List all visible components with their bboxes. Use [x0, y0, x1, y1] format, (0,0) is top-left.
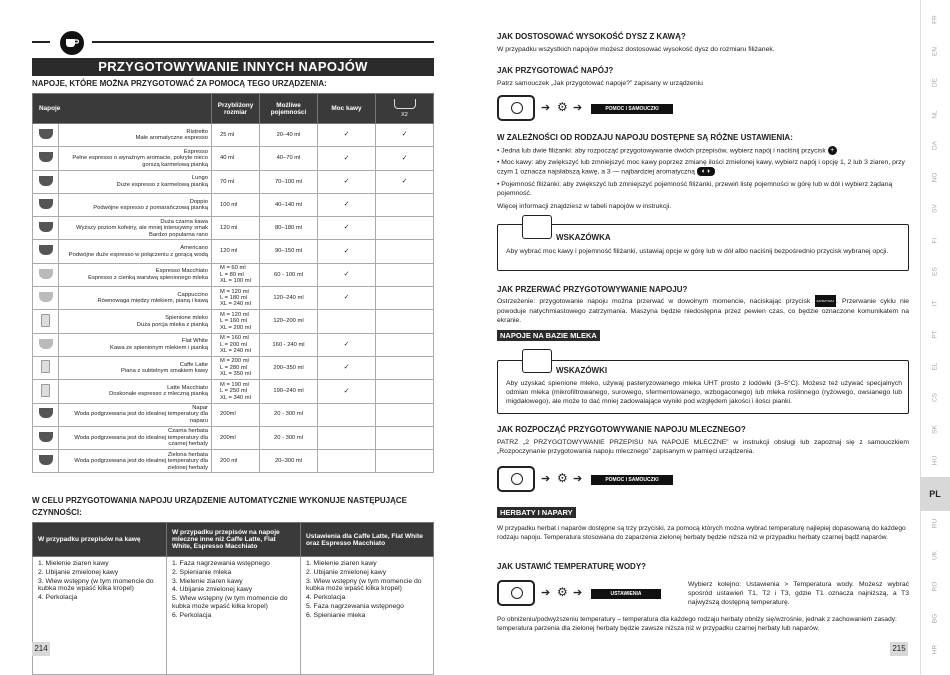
drink-icon — [33, 426, 59, 449]
drink-range: 200–350 ml — [260, 356, 318, 379]
language-tab[interactable]: DE — [931, 77, 939, 88]
step-item: 1. Mielenie ziaren kawy — [38, 560, 109, 567]
step-item: 4. Perkolacja — [38, 594, 78, 602]
header-strength: Moc kawy — [318, 94, 376, 124]
step-item: 5. Faza nagrzewania wstępnego — [306, 603, 404, 611]
drink-range: 40–70 ml — [260, 147, 318, 170]
page-title: PRZYGOTOWYWANIE INNYCH NAPOJÓW — [32, 58, 434, 76]
speech-bubble-icon — [522, 215, 552, 239]
drink-quantity: 25 ml — [212, 124, 260, 147]
drink-quantity: 40 ml — [212, 147, 260, 170]
language-tab[interactable]: EN — [931, 46, 939, 56]
table-row — [33, 333, 434, 356]
table-row — [33, 147, 434, 170]
step-item: 3. Wlew wstępny (w tym momencie do kubka może wpaść kilka kropel) — [306, 577, 422, 593]
bullet-cups: • Jedna lub dwie filiżanki: aby rozpocząć przygotowywanie dwóch przepisów, wybierz napój i naciśnij przycisk + — [497, 146, 907, 155]
drink-icon — [33, 403, 59, 426]
drink-icon — [33, 310, 59, 333]
heading-adjust: JAK DOSTOSOWAĆ WYSOKOŚĆ DYSZ Z KAWĄ? — [497, 32, 686, 41]
language-tab[interactable]: FR — [931, 15, 939, 24]
drink-description: Americano Podwójne duże espresso w połączeniu z gorącą wodą — [59, 240, 212, 263]
speech-bubble-icon — [522, 349, 552, 373]
drink-icon — [33, 380, 59, 403]
steps-col-milk — [167, 557, 301, 675]
tips-box — [497, 360, 909, 414]
tea-section-bar: HERBATY I NAPARY — [497, 507, 576, 518]
drink-description: Napar Woda podgrzewana jest do idealnej temperatury dla naparu — [59, 403, 212, 426]
step-item: 3. Mielenie ziaren kawy — [172, 577, 243, 585]
steps-heading: W CELU PRZYGOTOWANIA NAPOJU URZĄDZENIE AUTOMATYCZNIE WYKONUJE NASTĘPUJĄCE CZYNNOŚCI: — [32, 496, 407, 517]
check-x2: ✓ — [376, 124, 434, 147]
check-strength — [318, 310, 376, 333]
drink-description: Doppio Podwójne espresso z pomarańczową pianką — [59, 193, 212, 216]
table-row — [33, 356, 434, 379]
table-row — [33, 450, 434, 473]
header-size: Możliwe pojemności — [260, 94, 318, 124]
steps-col-coffee — [33, 557, 167, 675]
tips-title: WSKAZÓWKI — [556, 366, 608, 375]
page-number-right: 215 — [890, 642, 908, 656]
step-item: 1. Mielenie ziaren kawy — [306, 560, 377, 567]
step-item: 6. Perkolacja — [172, 611, 212, 619]
settings-path-diagram — [497, 580, 697, 606]
check-x2 — [376, 333, 434, 356]
steps-header-latte: Ustawienia dla Caffe Latte, Flat White oraz Espresso Macchiato — [301, 523, 434, 557]
x2-label: X2 — [401, 112, 408, 118]
header-x2 — [376, 94, 434, 124]
steps-header-coffee: W przypadku przepisów na kawę — [33, 523, 167, 557]
drink-icon — [33, 287, 59, 310]
drink-description: Czarna herbata Woda podgrzewana jest do idealnej temperatury dla czarnej herbaty — [59, 426, 212, 449]
step-item: 6. Spienianie mleka — [306, 611, 366, 619]
drink-icon — [33, 124, 59, 147]
check-x2 — [376, 217, 434, 240]
help-path-diagram — [497, 95, 697, 121]
drink-quantity: 200 ml — [212, 450, 260, 473]
drink-range: 160 - 240 ml — [260, 333, 318, 356]
beans-icon: ◐◑ — [697, 167, 715, 176]
step-item: 2. Ubijanie zmielonej kawy — [306, 568, 387, 576]
check-x2 — [376, 426, 434, 449]
header-rule-right — [92, 41, 434, 43]
drink-quantity: M = 190 ml L = 250 ml XL = 340 ml — [212, 380, 260, 403]
drink-icon — [33, 333, 59, 356]
drink-icon — [33, 263, 59, 286]
language-tab[interactable]: DA — [931, 140, 939, 151]
drink-range: 90–150 ml — [260, 240, 318, 263]
drink-range: 190–240 ml — [260, 380, 318, 403]
drink-range: 20 - 300 ml — [260, 426, 318, 449]
arrow-right-icon: ➔ — [541, 587, 551, 599]
drink-description: Duża czarna kawa Wyższy poziom kofeiny, ale mniej intensywny smak Bardzo popularna rano — [59, 217, 212, 240]
heading-temp: JAK USTAWIĆ TEMPERATURĘ WODY? — [497, 562, 647, 571]
heading-milk: JAK ROZPOCZĄĆ PRZYGOTOWYWANIE NAPOJU MLECZNEGO? — [497, 425, 746, 434]
language-tab[interactable]: IT — [931, 300, 939, 306]
table-row — [33, 310, 434, 333]
drink-description: Caffe Latte Piana z subtelnym smakiem kawy — [59, 356, 212, 379]
text-foot: Po obniżeniu/podwyższeniu temperatury – temperatura dla każdego rodzaju herbaty obniży się/wzrośnie, jednak z zachowaniem zasady: temperatura parzenia dla zielonej herbaty będzie zawsze niższa niż w przypadku czarnej herbaty lub naparów. — [497, 616, 897, 632]
check-x2 — [376, 287, 434, 310]
check-strength: ✓ — [318, 147, 376, 170]
heading-stop: JAK PRZERWAĆ PRZYGOTOWYWANIE NAPOJU? — [497, 285, 688, 294]
text-adjust: W przypadku wszystkich napojów możesz dostosować wysokość dysz do rozmiaru filiżanek. — [497, 46, 775, 53]
step-item: 2. Ubijanie zmielonej kawy — [38, 568, 119, 576]
table-row — [33, 287, 434, 310]
steps-header-milk: W przypadku przepisów na napoje mleczne inne niż Caffe Latte, Flat White, Espresso Macchiato — [167, 523, 301, 557]
check-strength — [318, 426, 376, 449]
table-row — [33, 240, 434, 263]
language-tab[interactable]: PT — [931, 330, 939, 339]
language-tab-active[interactable]: PL — [920, 477, 950, 511]
language-tab[interactable]: UK — [931, 550, 939, 560]
touch-device-icon — [497, 580, 535, 606]
drink-quantity: 100 ml — [212, 193, 260, 216]
drink-quantity: 120 ml — [212, 240, 260, 263]
milk-section-bar: NAPOJE NA BAZIE MLEKA — [497, 330, 600, 341]
header-rule-left — [32, 41, 50, 43]
check-strength: ✓ — [318, 380, 376, 403]
touch-device-icon — [497, 95, 535, 121]
drink-icon — [33, 240, 59, 263]
help-button[interactable]: POMOC I SAMOUCZKI — [591, 475, 673, 485]
header-quantity: Przybliżony rozmiar — [212, 94, 260, 124]
language-tab[interactable]: ES — [931, 267, 939, 276]
drink-range: 20 - 300 ml — [260, 403, 318, 426]
help-button[interactable]: POMOC I SAMOUCZKI — [591, 104, 673, 114]
left-page — [0, 0, 470, 674]
steps-table — [32, 522, 434, 675]
more-info-text: Więcej informacji znajdziesz w tabeli napojów w instrukcji. — [497, 203, 672, 210]
arrow-right-icon: ➔ — [541, 473, 551, 485]
arrow-right-icon: ➔ — [573, 102, 583, 114]
language-tab[interactable]: HU — [931, 455, 939, 466]
drink-quantity: M = 160 ml L = 200 ml XL = 240 ml — [212, 333, 260, 356]
step-item: 4. Ubijanie zmielonej kawy — [172, 586, 253, 594]
language-tab[interactable]: NL — [931, 109, 939, 119]
drink-range: 40–140 ml — [260, 193, 318, 216]
heading-settings: W ZALEŻNOŚCI OD RODZAJU NAPOJU DOSTĘPNE SĄ RÓŻNE USTAWIENIA: — [497, 133, 793, 142]
two-cups-icon — [394, 99, 416, 109]
language-tab[interactable]: NO — [931, 172, 939, 182]
bullet-volume: • Pojemność filiżanki: aby zwiększyć lub zmniejszyć pojemność filiżanki, przewiń listę pojemności w górę lub w dół i wybierz żądaną pojemność. — [497, 181, 893, 198]
check-x2: ✓ — [376, 147, 434, 170]
drink-quantity: 200ml — [212, 426, 260, 449]
check-strength: ✓ — [318, 333, 376, 356]
drink-icon — [33, 193, 59, 216]
drink-range: 20–40 ml — [260, 124, 318, 147]
table-row — [33, 380, 434, 403]
table-row — [33, 193, 434, 216]
check-strength: ✓ — [318, 287, 376, 310]
touch-device-icon — [497, 466, 535, 492]
text-milk: PATRZ „2 PRZYGOTOWYWANIE PRZEPISU NA NAPOJE MLECZNE” w instrukcji obsługi lub zapoznaj się z samouczkiem „Rozpoczynanie przygotowania napoju mlecznego” zapisanym w pamięci urządzenia. — [497, 439, 909, 456]
coffee-cup-icon — [60, 31, 84, 55]
check-x2 — [376, 240, 434, 263]
drink-description: Latte Macchiato Doskonałe espresso z mleczną pianką — [59, 380, 212, 403]
drink-range: 70–100 ml — [260, 170, 318, 193]
check-x2 — [376, 263, 434, 286]
language-tab[interactable]: CS — [931, 392, 939, 403]
check-strength: ✓ — [318, 217, 376, 240]
drink-description: Zielona herbata Woda podgrzewana jest do idealnej temperatury dla zielonej herbaty — [59, 450, 212, 473]
language-tab[interactable]: RO — [931, 581, 939, 592]
drink-icon — [33, 147, 59, 170]
tip-box — [497, 224, 909, 271]
arrow-right-icon: ➔ — [573, 587, 583, 599]
drink-quantity: 70 ml — [212, 170, 260, 193]
drink-quantity: 200ml — [212, 403, 260, 426]
drink-range: 60 - 100 ml — [260, 263, 318, 286]
heading-prepare: JAK PRZYGOTOWAĆ NAPÓJ? — [497, 66, 614, 75]
step-item: 5. Wlew wstępny (w tym momencie do kubka może wpaść kilka kropel) — [172, 595, 288, 611]
check-x2 — [376, 380, 434, 403]
language-tab[interactable]: BG — [931, 613, 939, 623]
text-tea: W przypadku herbat i naparów dostępne są trzy przyciski, za pomocą których można wybrać temperaturę najlepiej dopasowaną do każdego rodzaju napoju. Temperatura stosowana do zaparzenia zielonej herbaty będzie niższa niż w przypadku herbaty czarnej bądź naparów. — [497, 525, 906, 541]
table-row — [33, 170, 434, 193]
drink-range: 120–240 ml — [260, 287, 318, 310]
check-x2 — [376, 193, 434, 216]
step-item: 4. Perkolacja — [306, 594, 346, 602]
drink-quantity: M = 120 ml L = 160 ml XL = 200 ml — [212, 310, 260, 333]
arrow-right-icon: ➔ — [573, 473, 583, 485]
step-item: 1. Faza nagrzewania wstępnego — [172, 560, 270, 567]
language-tab[interactable]: EL — [931, 362, 939, 370]
milk-help-diagram — [497, 466, 697, 492]
arrow-right-icon: ➔ — [541, 102, 551, 114]
language-tab[interactable]: FI — [931, 237, 939, 243]
drink-description: Espresso Macchiato Espresso z cienką warstwą spienionego mleka — [59, 263, 212, 286]
drink-description: Ristretto Małe aromatyczne espresso — [59, 124, 212, 147]
tip-text: Aby wybrać moc kawy i pojemność filiżanki, ustawiaj opcje w górę lub w dół albo naciśnij bezpośrednio przycisk wybranej opcji. — [506, 248, 889, 255]
table-row — [33, 217, 434, 240]
drink-description: Lungo Duże espresso z karmelową pianką — [59, 170, 212, 193]
drink-range: 20–300 ml — [260, 450, 318, 473]
gear-icon: ⚙ — [557, 471, 568, 485]
check-x2 — [376, 450, 434, 473]
language-sidebar — [920, 0, 950, 674]
check-strength: ✓ — [318, 240, 376, 263]
check-x2: ✓ — [376, 170, 434, 193]
check-x2 — [376, 310, 434, 333]
drink-icon — [33, 450, 59, 473]
settings-button[interactable]: USTAWIENIA — [591, 589, 661, 599]
drink-quantity: M = 200 ml L = 280 ml XL = 350 ml — [212, 356, 260, 379]
table-row — [33, 124, 434, 147]
check-strength: ✓ — [318, 170, 376, 193]
drink-description: Spienione mleko Duża porcja mleka z pianką — [59, 310, 212, 333]
check-x2 — [376, 356, 434, 379]
table-row — [33, 426, 434, 449]
check-strength — [318, 450, 376, 473]
right-page — [470, 0, 950, 674]
steps-col-latte — [301, 557, 434, 675]
drink-icon — [33, 356, 59, 379]
tips-text: Aby uzyskać spienione mleko, używaj pasteryzowanego mleka UHT prosto z lodówki (3–5°C). Możesz też używać specjalnych odmian mleka (mikrofiltrowanego, surowego, sfermentowanego, wzbogaconego) lub mleka roślinnego (ryżowego, owsianego lub migdałowego), ale może to dać mniej zadowalające wyniki pod względem jakości i ilości pianki. — [506, 380, 902, 406]
header-drinks: Napoje — [33, 94, 212, 124]
drink-description: Espresso Pełne espresso o wyraźnym aromacie, pokryte nieco gorszą karmelową pianką — [59, 147, 212, 170]
language-tab[interactable]: SV — [931, 204, 939, 213]
check-strength: ✓ — [318, 356, 376, 379]
drink-range: 80–180 ml — [260, 217, 318, 240]
step-item: 3. Wlew wstępny (w tym momencie do kubka może wpaść kilka kropel) — [38, 577, 154, 593]
page-number-left: 214 — [32, 642, 50, 656]
drink-description: Flat White Kawa ze spienionym mlekiem i pianką — [59, 333, 212, 356]
text-temp: Wybierz kolejno: Ustawienia > Temperatura wody. Możesz wybrać spośród ustawień T1, T2 i T3, gdzie T1 oznacza najniższą, a T3 najwyższą dostępną temperaturę. — [688, 581, 909, 607]
language-tab[interactable]: RU — [931, 518, 939, 529]
drink-icon — [33, 217, 59, 240]
gear-icon: ⚙ — [557, 585, 568, 599]
tip-title: WSKAZÓWKA — [556, 233, 611, 242]
drink-icon — [33, 170, 59, 193]
table-row — [33, 263, 434, 286]
text-prepare: Patrz samouczek „Jak przygotować napoje?” zapisany w urządzeniu — [497, 80, 703, 87]
drink-range: 120–200 ml — [260, 310, 318, 333]
drinks-table — [32, 93, 434, 473]
check-strength: ✓ — [318, 263, 376, 286]
check-x2 — [376, 403, 434, 426]
gear-icon: ⚙ — [557, 100, 568, 114]
drink-description: Cappuccino Równowaga między mlekiem, pianą i kawą — [59, 287, 212, 310]
stop-button[interactable]: ZATRZYMAJ — [815, 295, 836, 307]
drink-quantity: M = 60 ml L = 80 ml XL = 100 ml — [212, 263, 260, 286]
table-row — [33, 403, 434, 426]
bullet-strength: • Moc kawy: aby zwiększyć lub zmniejszyć moc kawy poprzez zmianę ilości zmielonej kawy, wybierz napój i opcję 1, 2 lub 3 ziaren, przy czym 1 oznacza najsłabszą kawę, a 3 — najbardziej aromatyczną ◐◑ — [497, 159, 905, 176]
section-heading: NAPOJE, KTÓRE MOŻNA PRZYGOTOWAĆ ZA POMOCĄ TEGO URZĄDZENIA: — [32, 79, 327, 88]
check-strength — [318, 403, 376, 426]
plus-icon: + — [828, 146, 837, 155]
drink-quantity: M = 120 ml L = 180 ml XL = 240 ml — [212, 287, 260, 310]
check-strength: ✓ — [318, 124, 376, 147]
language-tab[interactable]: SK — [931, 424, 939, 434]
text-stop: Ostrzeżenie: przygotowanie napoju można przerwać w dowolnym momencie, naciskając przycisk ZATRZYMAJ . Przerwanie cyklu nie powoduje natychmiastowego zatrzymania. Maszyna będzie niedostępna przez pewien czas, co będzie oznaczone komunikatem na ekranie. — [497, 295, 909, 325]
language-tab[interactable]: HR — [931, 644, 939, 655]
check-strength: ✓ — [318, 193, 376, 216]
drink-quantity: 120 ml — [212, 217, 260, 240]
step-item: 2. Spienianie mleka — [172, 568, 232, 576]
